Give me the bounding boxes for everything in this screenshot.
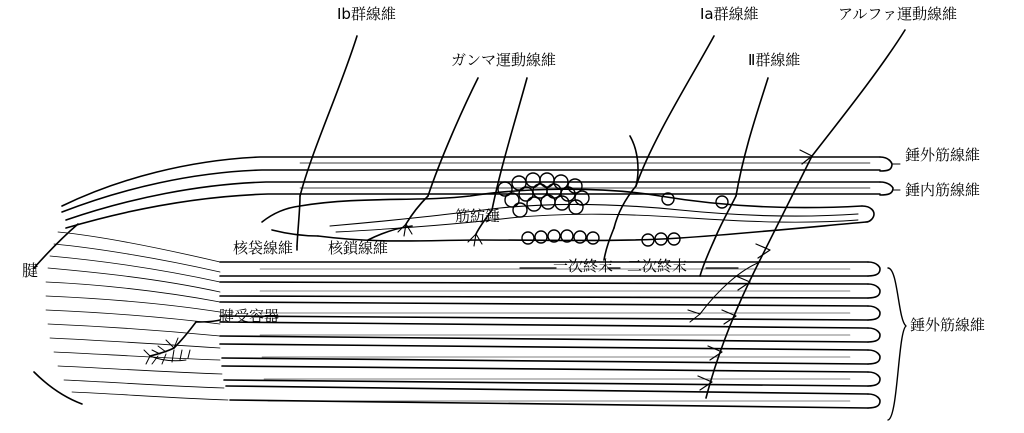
tendon-striations	[46, 232, 228, 400]
gamma-ending-stem-1	[406, 196, 428, 224]
spindle-left-pole-lower	[272, 230, 318, 236]
nuclear-chain-nuclei	[522, 230, 680, 246]
label-group2-fiber: Ⅱ群線維	[748, 51, 801, 69]
leader-ib-fiber-lower	[297, 196, 300, 246]
label-tendon: 腱	[22, 261, 39, 280]
label-spindle: 筋紡錘	[455, 207, 501, 225]
alpha-terminal-3	[722, 310, 736, 324]
group2-afferent-stem	[716, 196, 736, 236]
label-ib-fiber: Ib群線維	[337, 5, 396, 23]
ia-afferent-up	[630, 136, 638, 186]
tendon-organ-stem	[174, 322, 196, 348]
right-brace	[888, 268, 906, 420]
tendon-outline-bottom	[34, 372, 82, 404]
label-ia-fiber: Ia群線維	[700, 5, 759, 23]
spindle-right-cap	[862, 206, 874, 222]
label-gamma-motor-fiber: ガンマ運動線維	[451, 51, 557, 69]
label-nuclear-chain-fiber: 核鎖線維	[328, 239, 389, 257]
group2-afferent-lower	[700, 236, 716, 276]
label-extrafusal-bottom: 錘外筋線維	[910, 316, 986, 334]
label-nuclear-bag-fiber: 核袋線維	[233, 239, 294, 257]
alpha-motor-axon	[706, 156, 812, 398]
leader-alpha-fiber	[812, 30, 905, 156]
spindle-left-pole-upper	[262, 206, 300, 222]
label-secondary-ending: 二次終末	[627, 257, 688, 275]
leader-ia-fiber	[636, 36, 714, 186]
alpha-branch	[700, 262, 760, 314]
leader-group2-fiber	[736, 78, 768, 196]
extrafusal-top2-cap	[880, 182, 893, 195]
gamma-ending-branch-2	[468, 234, 482, 246]
alpha-terminal-5	[698, 376, 712, 390]
alpha-terminal-1	[756, 244, 770, 258]
nuclear-bag-nuclei	[498, 173, 589, 217]
label-alpha-motor-fiber: アルファ運動線維	[838, 5, 958, 23]
ia-afferent-lower	[604, 228, 614, 260]
label-primary-ending: 一次終末	[553, 257, 614, 275]
extrafusal-top-cap	[880, 157, 892, 171]
leader-tendon-organ	[196, 320, 220, 322]
label-intrafusal: 錘内筋線維	[905, 181, 981, 199]
leader-ib-fiber	[300, 36, 357, 196]
label-tendon-organ: 腱受容器	[219, 307, 280, 325]
leader-gamma-1	[428, 78, 478, 196]
label-extrafusal-top: 錘外筋線維	[905, 146, 981, 164]
alpha-branch-terminal	[688, 310, 700, 322]
